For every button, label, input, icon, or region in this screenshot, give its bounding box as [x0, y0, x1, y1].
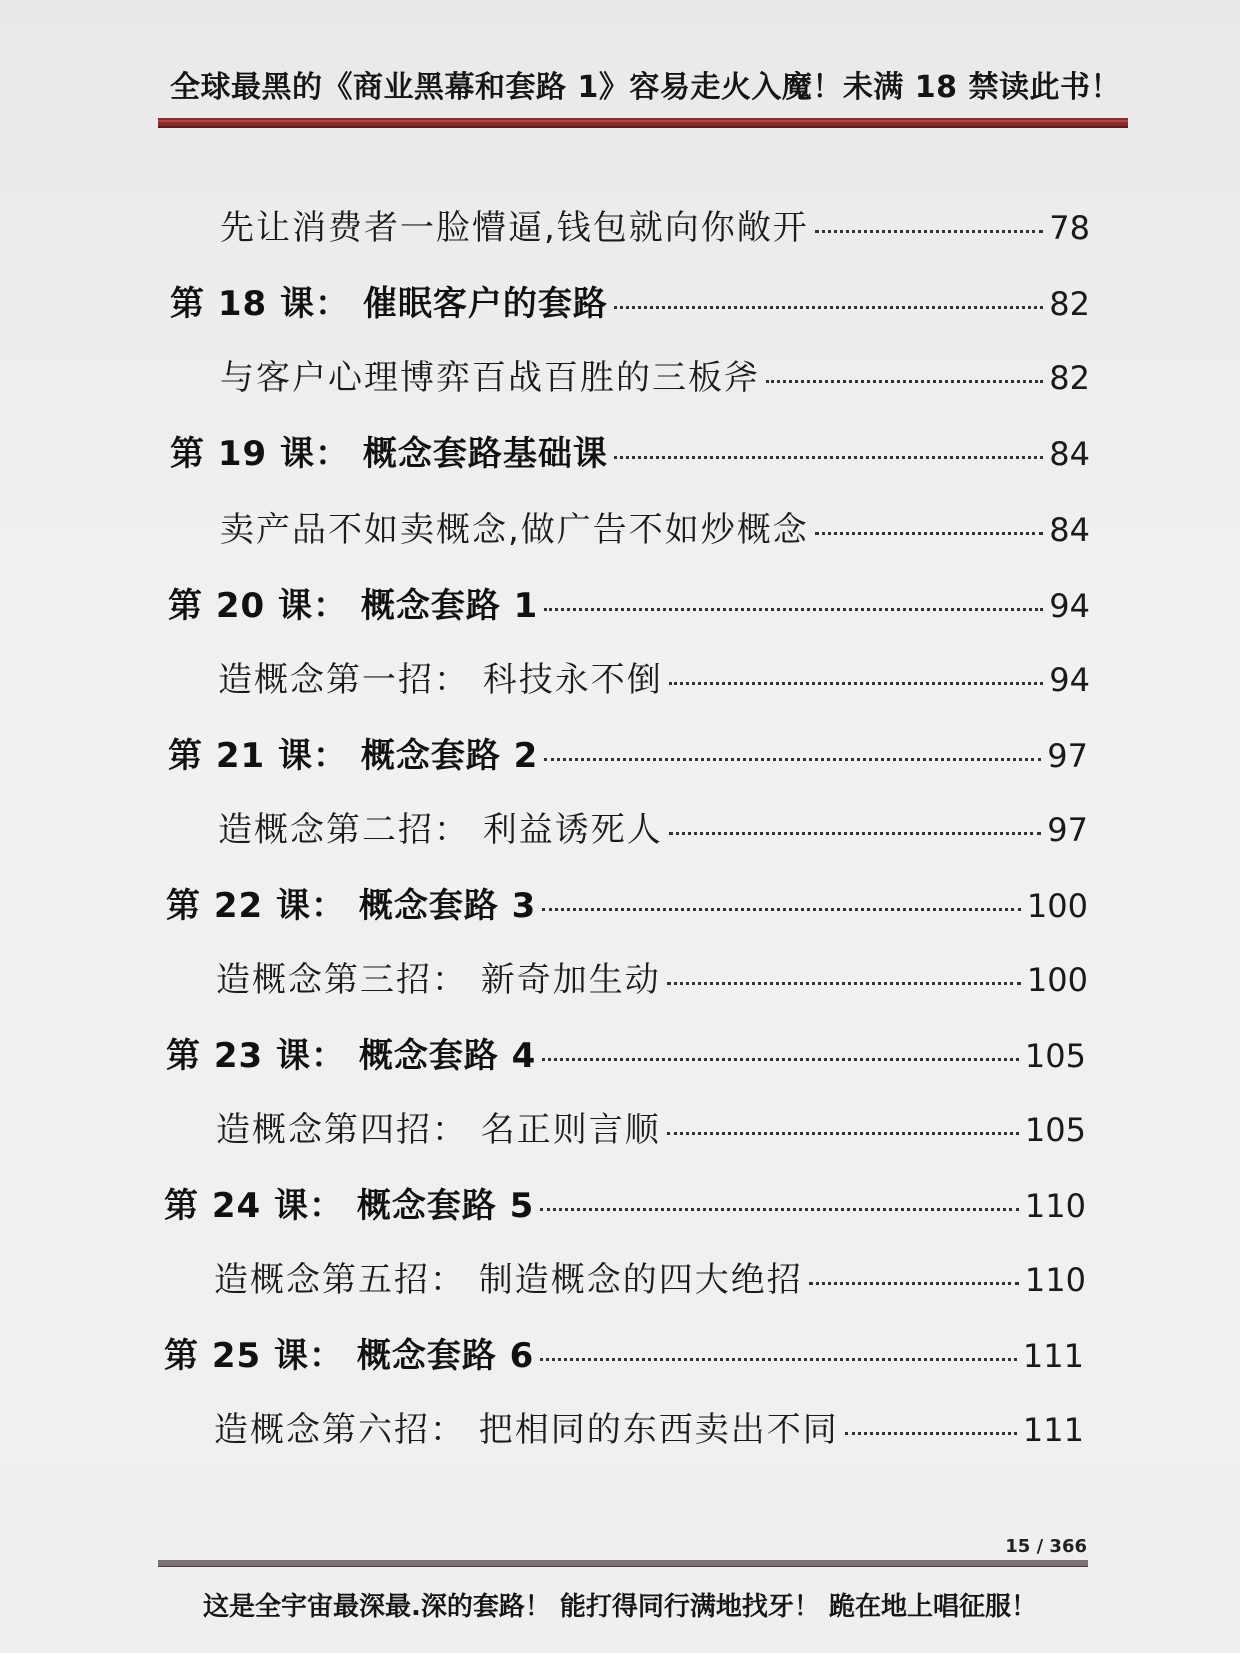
header-title: 全球最黑的《商业黑幕和套路 1》容易走火入魔！未满 18 禁读此书！	[170, 70, 1121, 105]
toc-page-number: 94	[1049, 587, 1090, 625]
toc-entry-title: 造概念第三招： 新奇加生动	[216, 960, 661, 1000]
toc-page-number: 100	[1026, 961, 1088, 999]
toc-entry-title: 第 24 课： 概念套路 5	[164, 1186, 535, 1226]
toc-entry-chapter[interactable]	[168, 728, 1088, 777]
toc-entry-section[interactable]	[218, 652, 1090, 701]
toc-page-number: 111	[1022, 1337, 1084, 1375]
dot-leader	[766, 380, 1043, 383]
toc-entry-title: 第 25 课： 概念套路 6	[164, 1336, 535, 1376]
toc-entry-chapter[interactable]	[168, 578, 1090, 627]
toc-page-number: 97	[1047, 811, 1088, 849]
toc-entry-chapter[interactable]	[170, 426, 1090, 475]
toc-entry-title: 造概念第二招： 利益诱死人	[218, 810, 663, 850]
page-indicator: 15 / 366	[1005, 1536, 1087, 1557]
toc-entry-chapter[interactable]	[166, 878, 1088, 927]
toc-entry-section[interactable]	[216, 1102, 1086, 1151]
toc-page-number: 105	[1024, 1111, 1086, 1149]
footer-divider	[158, 1560, 1088, 1567]
dot-leader	[815, 532, 1043, 535]
toc-page-number: 105	[1024, 1037, 1086, 1075]
toc-entry-section[interactable]	[216, 952, 1088, 1001]
dot-leader	[544, 608, 1043, 611]
toc-page-number: 84	[1049, 435, 1090, 473]
toc-page-number: 111	[1022, 1411, 1084, 1449]
toc-entry-section[interactable]	[214, 1252, 1086, 1301]
toc-page-number: 82	[1049, 285, 1090, 323]
toc-page-number: 97	[1047, 737, 1088, 775]
toc-page-number: 82	[1049, 359, 1090, 397]
toc-entry-section[interactable]	[220, 350, 1090, 399]
header-divider	[158, 118, 1128, 128]
dot-leader	[669, 682, 1043, 685]
toc-entry-section[interactable]	[218, 802, 1088, 851]
toc-page-number: 94	[1049, 661, 1090, 699]
dot-leader	[540, 1358, 1017, 1361]
toc-entry-title: 第 18 课： 催眠客户的套路	[170, 284, 608, 324]
toc-entry-section[interactable]	[220, 200, 1090, 249]
dot-leader	[542, 1058, 1019, 1061]
toc-entry-title: 第 21 课： 概念套路 2	[168, 736, 539, 776]
dot-leader	[544, 758, 1041, 761]
toc-page-number: 84	[1049, 511, 1090, 549]
toc-entry-chapter[interactable]	[170, 276, 1090, 325]
toc-page-number: 78	[1049, 209, 1090, 247]
dot-leader	[669, 832, 1041, 835]
dot-leader	[815, 230, 1043, 233]
toc-entry-title: 造概念第六招： 把相同的东西卖出不同	[214, 1410, 839, 1450]
toc-entry-section[interactable]	[214, 1402, 1084, 1451]
dot-leader	[809, 1282, 1019, 1285]
toc-entry-chapter[interactable]	[166, 1028, 1086, 1077]
dot-leader	[845, 1432, 1017, 1435]
toc-entry-title: 第 23 课： 概念套路 4	[166, 1036, 537, 1076]
toc-entry-chapter[interactable]	[164, 1328, 1084, 1377]
dot-leader	[542, 908, 1021, 911]
toc-page-number: 110	[1024, 1187, 1086, 1225]
footer-text: 这是全宇宙最深最.深的套路！ 能打得同行满地找牙！ 跪在地上唱征服！	[203, 1592, 1037, 1622]
toc-entry-chapter[interactable]	[164, 1178, 1086, 1227]
toc-entry-title: 造概念第五招： 制造概念的四大绝招	[214, 1260, 803, 1300]
dot-leader	[667, 982, 1021, 985]
toc-entry-title: 第 22 课： 概念套路 3	[166, 886, 537, 926]
toc-entry-title: 造概念第四招： 名正则言顺	[216, 1110, 661, 1150]
toc-entry-section[interactable]	[220, 502, 1090, 551]
toc-entry-title: 卖产品不如卖概念,做广告不如炒概念	[220, 510, 809, 550]
dot-leader	[540, 1208, 1019, 1211]
toc-page-number: 100	[1026, 887, 1088, 925]
toc-entry-title: 造概念第一招： 科技永不倒	[218, 660, 663, 700]
toc-page-number: 110	[1024, 1261, 1086, 1299]
toc-entry-title: 先让消费者一脸懵逼,钱包就向你敞开	[220, 208, 809, 248]
dot-leader	[614, 306, 1043, 309]
toc-entry-title: 第 19 课： 概念套路基础课	[170, 434, 608, 474]
toc-entry-title: 与客户心理博弈百战百胜的三板斧	[220, 358, 760, 398]
dot-leader	[667, 1132, 1019, 1135]
toc-entry-title: 第 20 课： 概念套路 1	[168, 586, 539, 626]
dot-leader	[614, 456, 1043, 459]
